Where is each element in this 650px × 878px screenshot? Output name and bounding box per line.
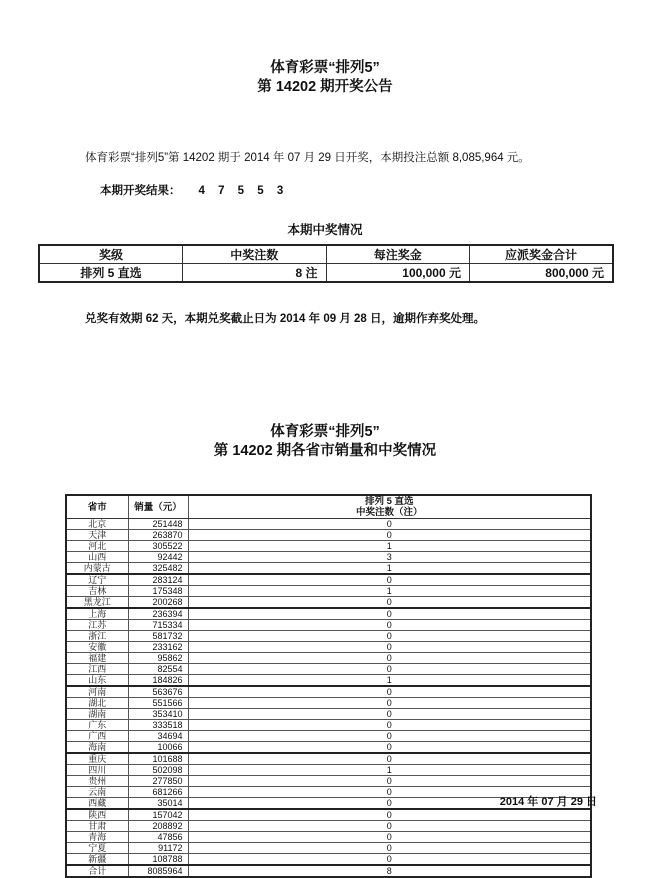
sales-cell: 175348	[128, 586, 188, 597]
wins-cell: 0	[188, 809, 591, 821]
draw-summary-paragraph: 体育彩票“排列5”第 14202 期于 2014 年 07 月 29 日开奖，本期投注总额 8,085,964 元。	[85, 152, 530, 164]
sales-cell: 101688	[128, 753, 188, 765]
wins-cell: 1	[188, 675, 591, 687]
table-row	[66, 664, 591, 675]
prize-table-header-row	[39, 245, 613, 264]
province-cell: 重庆	[66, 753, 128, 765]
wins-cell: 0	[188, 753, 591, 765]
sales-cell: 233162	[128, 642, 188, 653]
wins-cell: 0	[188, 608, 591, 620]
province-cell: 黑龙江	[66, 597, 128, 609]
table-row	[66, 698, 591, 709]
sales-header: 销量（元）	[128, 495, 188, 519]
table-row	[66, 686, 591, 698]
province-table-header-row	[66, 495, 591, 519]
wins-cell: 0	[188, 787, 591, 798]
province-section-title	[0, 423, 650, 461]
province-cell: 江西	[66, 664, 128, 675]
prize-header-level: 奖级	[39, 245, 183, 264]
province-cell: 甘肃	[66, 821, 128, 832]
province-cell: 西藏	[66, 798, 128, 810]
table-row	[66, 552, 591, 563]
province-cell: 福建	[66, 653, 128, 664]
sales-cell: 283124	[128, 574, 188, 586]
province-cell: 辽宁	[66, 574, 128, 586]
province-cell: 四川	[66, 765, 128, 776]
province-cell: 陕西	[66, 809, 128, 821]
province-cell: 北京	[66, 519, 128, 530]
wins-cell: 1	[188, 765, 591, 776]
wins-header-line1: 排列 5 直选	[364, 496, 414, 507]
prize-total-cell: 800,000 元	[470, 264, 614, 283]
wins-cell: 0	[188, 631, 591, 642]
table-row	[66, 586, 591, 597]
prize-per-bet-cell: 100,000 元	[326, 264, 470, 283]
prize-table-caption: 本期中奖情况	[287, 223, 363, 237]
province-cell: 浙江	[66, 631, 128, 642]
sales-cell: 551566	[128, 698, 188, 709]
province-cell: 上海	[66, 608, 128, 620]
table-row	[66, 731, 591, 742]
sales-cell: 208892	[128, 821, 188, 832]
wins-cell: 0	[188, 709, 591, 720]
province-cell: 云南	[66, 787, 128, 798]
table-row	[66, 597, 591, 609]
wins-cell: 0	[188, 854, 591, 866]
sales-cell: 251448	[128, 519, 188, 530]
wins-cell: 0	[188, 843, 591, 854]
sales-cell: 333518	[128, 720, 188, 731]
table-row	[66, 821, 591, 832]
table-row	[66, 709, 591, 720]
sales-cell: 157042	[128, 809, 188, 821]
prize-header-per-bet: 每注奖金	[326, 245, 470, 264]
province-cell: 山西	[66, 552, 128, 563]
wins-cell: 0	[188, 642, 591, 653]
sales-cell: 108788	[128, 854, 188, 866]
wins-cell: 0	[188, 574, 591, 586]
sales-cell: 236394	[128, 608, 188, 620]
province-title-line2: 第 14202 期各省市销量和中奖情况	[213, 443, 437, 459]
sales-cell: 95862	[128, 653, 188, 664]
wins-cell: 0	[188, 698, 591, 709]
wins-cell: 0	[188, 742, 591, 754]
province-cell: 湖南	[66, 709, 128, 720]
province-cell: 河南	[66, 686, 128, 698]
sales-cell: 325482	[128, 563, 188, 575]
wins-cell: 0	[188, 597, 591, 609]
sales-cell: 184826	[128, 675, 188, 687]
prize-count-cell: 8 注	[183, 264, 327, 283]
sales-cell: 581732	[128, 631, 188, 642]
sales-cell: 34694	[128, 731, 188, 742]
table-row	[66, 720, 591, 731]
wins-header-line2: 中奖注数（注）	[355, 507, 423, 518]
table-row	[66, 753, 591, 765]
table-row	[66, 776, 591, 787]
table-row	[66, 675, 591, 687]
table-row	[66, 854, 591, 866]
sales-cell: 10066	[128, 742, 188, 754]
province-cell: 河北	[66, 541, 128, 552]
table-row	[66, 865, 591, 877]
table-row	[66, 832, 591, 843]
wins-cell: 0	[188, 664, 591, 675]
wins-cell: 0	[188, 720, 591, 731]
draw-title-line1: 体育彩票“排列5”	[270, 60, 380, 76]
province-header: 省市	[66, 495, 128, 519]
sales-cell: 681266	[128, 787, 188, 798]
table-row	[66, 631, 591, 642]
table-row	[66, 742, 591, 754]
draw-title-line2: 第 14202 期开奖公告	[257, 79, 393, 95]
table-row	[66, 608, 591, 620]
sales-cell: 263870	[128, 530, 188, 541]
wins-cell: 0	[188, 653, 591, 664]
province-cell: 青海	[66, 832, 128, 843]
wins-cell: 0	[188, 776, 591, 787]
sales-cell: 47856	[128, 832, 188, 843]
table-row	[66, 574, 591, 586]
province-cell: 宁夏	[66, 843, 128, 854]
wins-cell: 8	[188, 865, 591, 877]
sales-cell: 200268	[128, 597, 188, 609]
draw-result-label: 本期开奖结果：	[100, 185, 181, 197]
table-row	[66, 642, 591, 653]
wins-header	[188, 495, 591, 519]
sales-cell: 502098	[128, 765, 188, 776]
table-row	[66, 541, 591, 552]
table-row	[66, 653, 591, 664]
sales-cell: 8085964	[128, 865, 188, 877]
sales-cell: 92442	[128, 552, 188, 563]
province-cell: 湖北	[66, 698, 128, 709]
province-cell: 山东	[66, 675, 128, 687]
draw-result-digits: 4 7 5 5 3	[198, 185, 289, 197]
sales-cell: 82554	[128, 664, 188, 675]
province-cell: 广东	[66, 720, 128, 731]
prize-level-cell: 排列 5 直选	[39, 264, 183, 283]
wins-cell: 0	[188, 821, 591, 832]
table-row	[66, 519, 591, 530]
prize-header-count: 中奖注数	[183, 245, 327, 264]
sales-cell: 563676	[128, 686, 188, 698]
draw-result-line	[100, 182, 610, 198]
province-table-body	[66, 519, 591, 878]
province-title-line1: 体育彩票“排列5”	[270, 424, 380, 440]
wins-cell: 0	[188, 832, 591, 843]
wins-cell: 1	[188, 541, 591, 552]
province-cell: 吉林	[66, 586, 128, 597]
sales-cell: 353410	[128, 709, 188, 720]
province-cell: 合计	[66, 865, 128, 877]
wins-cell: 1	[188, 586, 591, 597]
sales-cell: 715334	[128, 620, 188, 631]
wins-cell: 0	[188, 519, 591, 530]
wins-cell: 3	[188, 552, 591, 563]
province-cell: 广西	[66, 731, 128, 742]
table-row	[66, 563, 591, 575]
redemption-notice-paragraph: 兑奖有效期 62 天，本期兑奖截止日为 2014 年 09 月 28 日，逾期作弃奖处理。	[85, 313, 486, 325]
province-cell: 安徽	[66, 642, 128, 653]
province-cell: 内蒙古	[66, 563, 128, 575]
wins-cell: 0	[188, 686, 591, 698]
prize-table-data-row	[39, 264, 613, 283]
wins-cell: 0	[188, 530, 591, 541]
sales-cell: 35014	[128, 798, 188, 810]
province-cell: 海南	[66, 742, 128, 754]
wins-cell: 0	[188, 620, 591, 631]
table-row	[66, 765, 591, 776]
wins-cell: 1	[188, 563, 591, 575]
province-cell: 江苏	[66, 620, 128, 631]
wins-cell: 0	[188, 731, 591, 742]
sales-cell: 305522	[128, 541, 188, 552]
province-sales-table	[65, 494, 592, 878]
province-cell: 新疆	[66, 854, 128, 866]
sales-cell: 277850	[128, 776, 188, 787]
sales-cell: 91172	[128, 843, 188, 854]
table-row	[66, 620, 591, 631]
prize-table	[38, 244, 614, 283]
table-row	[66, 530, 591, 541]
wins-cell: 0	[188, 798, 591, 810]
province-cell: 贵州	[66, 776, 128, 787]
prize-header-total: 应派奖金合计	[470, 245, 614, 264]
table-row	[66, 809, 591, 821]
draw-announcement-title	[0, 0, 650, 97]
province-cell: 天津	[66, 530, 128, 541]
footer-date: 2014 年 07 月 29 日	[499, 796, 597, 808]
